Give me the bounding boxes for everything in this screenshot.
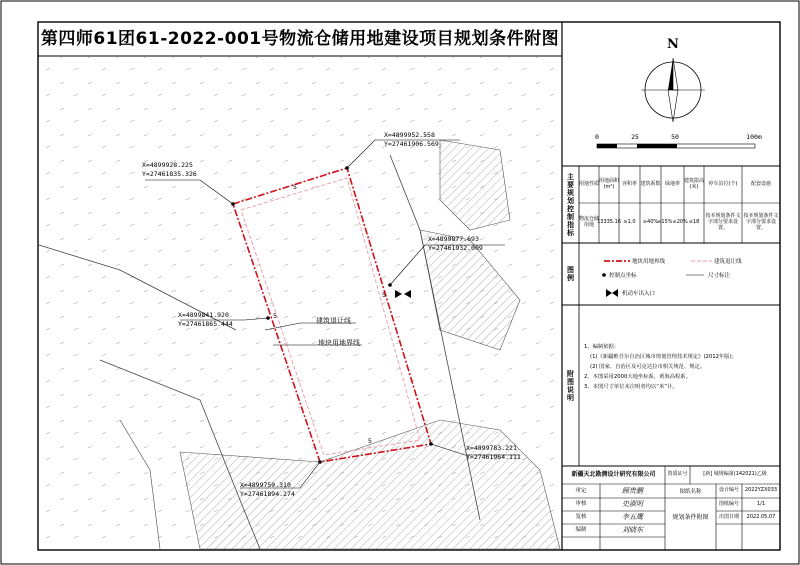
drawing-name: 规划条件附图 [672,513,709,521]
notes-text [584,342,737,392]
note-line: (2) 国家、自治区及可克达拉市相关规范、规定。 [590,364,706,370]
indicator-header: 配套设施 [750,180,771,187]
signature: 刘晓东 [622,526,643,535]
sheet-no: 1/1 [756,500,766,507]
indicator-value: ≤18 [688,219,700,226]
cert-label: 资质证号 [667,471,688,478]
setback-line-label: 建筑退让线 [316,317,351,325]
indicator-value: 13335.16 [597,219,621,226]
role-label: 编制 [575,527,587,534]
boundary-line-label: 地块用地界线 [318,339,360,347]
legend-item: 建筑退让线 [714,259,742,265]
indicator-value: ≥15%≤20% [657,219,688,226]
sheet-no-label: 图纸编号 [718,500,739,507]
role-label: 复核 [575,514,587,521]
cert-value: [新] 城规编第(142021)乙级 [703,471,767,478]
design-no: 2022YZX033 [744,487,778,494]
role-label: 审定 [575,487,587,494]
indicator-header: 用地性质 [579,180,600,187]
legend-item: 控制点坐标 [609,273,637,279]
drawing-title: 第四师61团61-2022-001号物流仓储用地建设项目规划条件附图 [40,29,560,49]
indicator-header: 停车泊位(个) [708,180,738,187]
setback-mark: 5 [293,183,297,192]
indicator-header: 建筑限高(米) [684,177,705,190]
indicator-value: 按本规划条件文字部分要求设置。 [705,213,741,231]
scale-tick-25: 25 [631,133,639,142]
coord-label-sw: X=4899759.310 Y=27461894.274 [240,481,295,498]
indicators-section-label: 主要规划控制指标 [566,173,575,237]
drawing-name-label: 图纸名称 [679,488,702,495]
notes-section-label: 附图说明 [566,369,575,402]
north-label: N [667,36,679,52]
indicator-header: 用地面积(m²) [599,177,620,190]
signature: 史淑明 [622,500,643,509]
setback-mark: 5 [368,437,372,446]
scale-tick-0: 0 [595,133,599,142]
date-value: 2022.05.07 [746,513,776,520]
indicator-header: 建筑系数 [640,180,661,187]
legend-item: 地块用地界线 [632,259,666,265]
company-name: 新疆天北勘测设计研究有限公司 [571,470,656,478]
design-no-label: 设计编号 [718,487,739,494]
date-label: 出图日期 [718,513,739,520]
coord-label-nw: X=4899928.225 Y=27461835.326 [142,161,197,178]
coord-label-se: X=4899783.221 Y=27461964.111 [466,444,521,461]
note-line: 1、编制依据： [584,344,620,350]
scale-tick-100m: 100m [746,133,762,142]
coord-label-w: X=4899841.920 Y=27461865.444 [178,311,233,328]
role-label: 审核 [575,501,587,508]
indicator-value: ≥40% [642,219,659,226]
note-line: (1)《新疆维吾尔自治区城市规划管理技术规定》(2012年版)； [590,354,737,360]
setback-mark: 5 [382,291,386,300]
indicator-header: 绿地率 [664,180,680,187]
indicator-value: ≥1.0 [623,219,636,226]
signature: 顾贵鹏 [622,486,643,495]
legend-section-label: 图例 [566,266,575,282]
scale-tick-50: 50 [671,133,679,142]
note-line: 3、本图尺寸单位未注明者均以“米”计。 [584,384,678,390]
legend-item: 机动车出入口 [622,291,656,297]
legend-item: 尺寸标注 [708,273,731,279]
indicator-value: 物流仓储用地 [579,216,600,228]
setback-mark: 5 [273,312,277,321]
coord-label-e: X=4899877.693 Y=27461932.009 [428,235,483,252]
indicator-value: 按本规划条件文字部分要求设置。 [743,213,779,231]
coord-label-ne: X=4899952.558 Y=27461906.569 [384,131,439,148]
note-line: 2、本图采用2000大地坐标系，黄海高程系。 [584,374,691,380]
indicator-header: 容积率 [621,180,637,187]
signature: 李五鹰 [622,513,643,522]
